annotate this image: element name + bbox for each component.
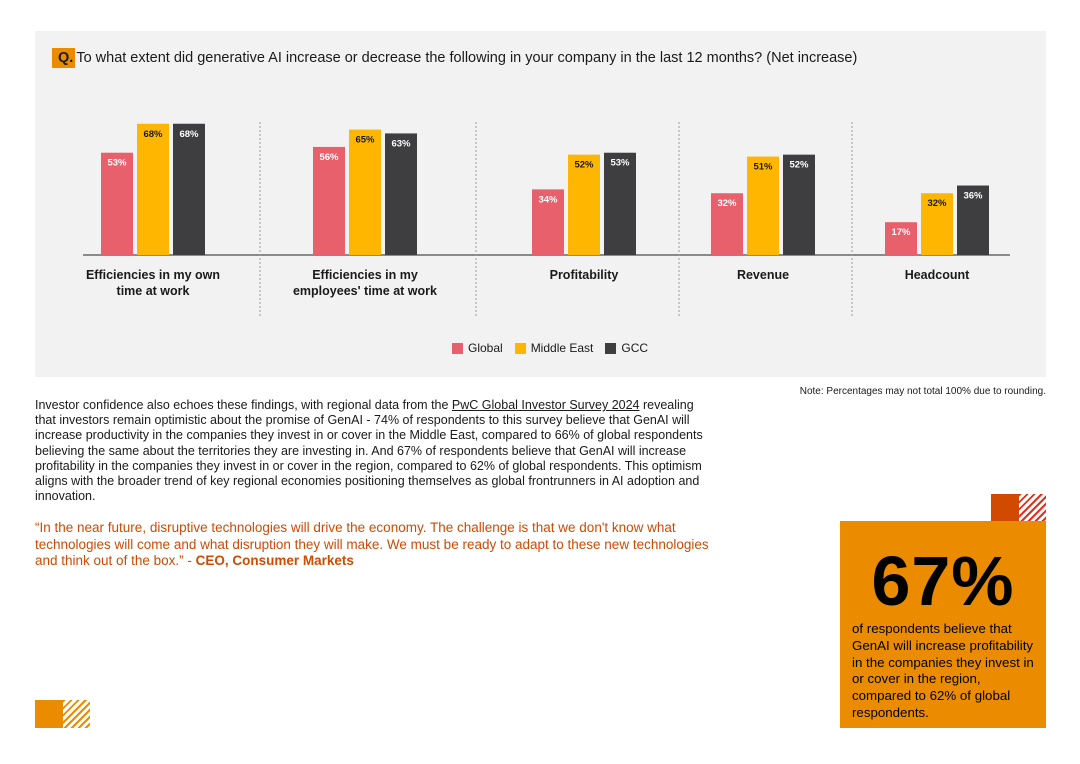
footer-accent-block — [35, 700, 63, 728]
body-text-part2: revealing that investors remain optimistic about the promise of GenAI - 74% of respondents to this survey believe that GenAI will increase productivity in the companies they invest in or cover in the Middle East, compared to 66% of global respondents believing the same about the territories they are investing in. And 67% of respondents believe that GenAI will increase profitability in the companies they invest in or cover in the region, compared to 62% of global respondents. This optimism aligns with the broader trend of key regional economies positioning themselves as global frontrunners in AI adoption and innovation. — [35, 398, 703, 504]
bar-value-label: 68% — [179, 128, 199, 140]
bar-middle-east — [137, 124, 169, 255]
bar-value-label: 65% — [355, 134, 375, 146]
bar-middle-east — [349, 130, 381, 255]
legend-label-middle-east: Middle East — [530, 341, 594, 355]
legend-swatch-middle-east — [515, 343, 526, 354]
legend-item-gcc — [605, 341, 648, 355]
bar-value-label: 51% — [753, 161, 773, 173]
bar-value-label: 32% — [927, 198, 947, 210]
bar-gcc — [173, 124, 205, 255]
bar-value-label: 53% — [610, 157, 630, 169]
quote-text: “In the near future, disruptive technologies will drive the economy. The challenge is that we don't know what technologies will come and what disruption they will make. We must be ready to adapt to these new technologies and think out of the box.” - — [35, 520, 709, 568]
stat-callout — [840, 521, 1046, 728]
body-paragraph — [35, 398, 715, 504]
bar-value-label: 52% — [574, 159, 594, 171]
legend-label-global: Global — [468, 341, 503, 355]
bar-value-label: 32% — [717, 198, 737, 210]
bar-value-label: 52% — [789, 159, 809, 171]
category-label: Headcount — [904, 268, 970, 282]
quote-attribution: CEO, Consumer Markets — [195, 553, 354, 568]
rounding-note: Note: Percentages may not total 100% due to rounding. — [799, 386, 1046, 397]
bar-value-label: 63% — [391, 138, 411, 150]
bar-global — [313, 147, 345, 255]
question-text: To what extent did generative AI increase or decrease the following in your company in the last 12 months? (Net increase) — [76, 50, 858, 66]
bar-value-label: 68% — [143, 128, 163, 140]
stat-value: 67% — [871, 542, 1015, 620]
legend-item-global — [452, 341, 503, 355]
category-label: Efficiencies in my own — [85, 268, 221, 282]
stat-description: of respondents believe that GenAI will increase profitability in the companies they invest in or cover in the region, compared to 62% of global respondents. — [852, 621, 1034, 720]
legend-swatch-gcc — [605, 343, 616, 354]
category-label: employees' time at work — [292, 284, 438, 298]
legend-swatch-global — [452, 343, 463, 354]
bar-value-label: 34% — [538, 194, 558, 206]
bar-gcc — [385, 133, 417, 255]
category-label: Efficiencies in my — [312, 268, 418, 282]
investor-survey-link[interactable]: PwC Global Investor Survey 2024 — [451, 398, 640, 412]
ceo-quote — [35, 520, 725, 570]
category-label: Profitability — [549, 268, 619, 282]
bar-chart — [35, 31, 1046, 331]
stat-box-hatch — [1019, 494, 1046, 521]
footer-hatch — [63, 700, 90, 728]
bar-value-label: 56% — [319, 151, 339, 163]
stat-box-accent — [991, 494, 1019, 521]
chart-legend — [452, 341, 660, 355]
legend-label-gcc: GCC — [621, 341, 649, 355]
legend-item-middle-east — [515, 341, 594, 355]
bar-value-label: 17% — [891, 227, 911, 239]
bar-value-label: 53% — [107, 157, 127, 169]
category-label: Revenue — [736, 268, 790, 282]
bar-value-label: 36% — [963, 190, 983, 202]
category-label: time at work — [116, 284, 190, 298]
body-text-part1: Investor confidence also echoes these findings, with regional data from the — [35, 398, 452, 412]
question-prefix: Q. — [52, 48, 75, 68]
